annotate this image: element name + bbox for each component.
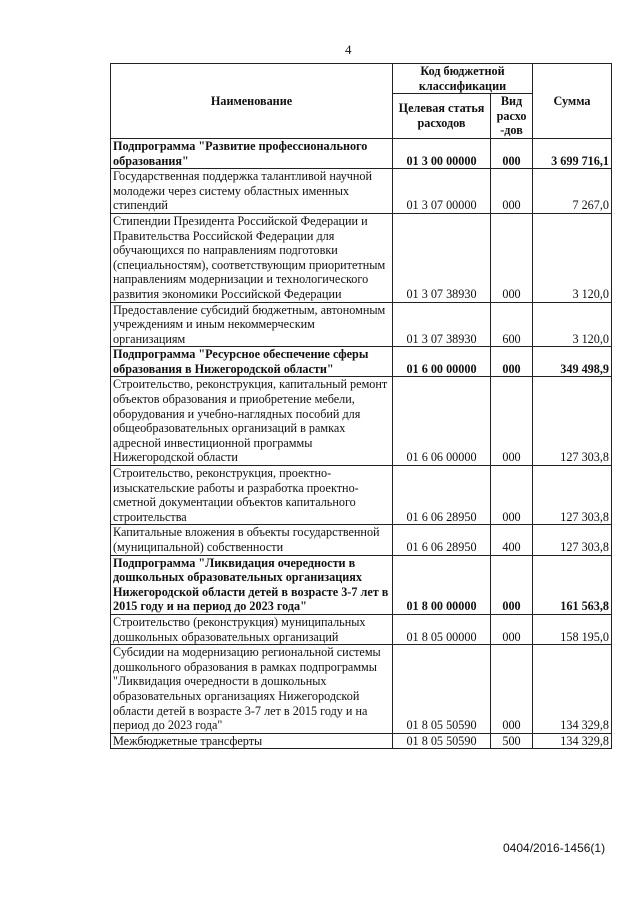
table-row	[111, 466, 612, 525]
row-code: 01 3 07 00000	[393, 169, 491, 214]
row-sum: 349 498,9	[533, 347, 612, 377]
row-code: 01 8 05 50590	[393, 733, 491, 749]
row-code: 01 6 06 00000	[393, 377, 491, 466]
header-sum: Сумма	[533, 64, 612, 139]
row-type: 000	[491, 169, 533, 214]
row-sum: 7 267,0	[533, 169, 612, 214]
document-code: 0404/2016-1456(1)	[503, 841, 606, 855]
subprogram-row	[111, 347, 612, 377]
row-sum: 161 563,8	[533, 555, 612, 614]
table-row	[111, 525, 612, 555]
row-code: 01 8 05 50590	[393, 645, 491, 734]
row-sum: 134 329,8	[533, 733, 612, 749]
row-sum: 127 303,8	[533, 466, 612, 525]
header-code-type: Вид расхо -дов	[491, 94, 533, 139]
subprogram-row	[111, 138, 612, 168]
table-row	[111, 169, 612, 214]
row-name: Строительство (реконструкция) муниципальных дошкольных образовательных организаций	[111, 614, 393, 644]
row-type: 500	[491, 733, 533, 749]
table-row	[111, 377, 612, 466]
row-code: 01 8 00 00000	[393, 555, 491, 614]
table-row	[111, 645, 612, 734]
row-name: Подпрограмма "Ресурсное обеспечение сферы образования в Нижегородской области"	[111, 347, 393, 377]
table-row	[111, 614, 612, 644]
row-sum: 3 120,0	[533, 213, 612, 302]
row-name: Подпрограмма "Развитие профессионального образования"	[111, 138, 393, 168]
row-code: 01 6 06 28950	[393, 525, 491, 555]
header-name: Наименование	[111, 64, 393, 139]
row-code: 01 8 05 00000	[393, 614, 491, 644]
row-type: 000	[491, 555, 533, 614]
header-code-target: Целевая статья расходов	[393, 94, 491, 139]
subprogram-row	[111, 555, 612, 614]
row-sum: 127 303,8	[533, 377, 612, 466]
row-name: Государственная поддержка талантливой научной молодежи через систему областных именных стипендий	[111, 169, 393, 214]
row-sum: 3 699 716,1	[533, 138, 612, 168]
row-sum: 158 195,0	[533, 614, 612, 644]
row-name: Субсидии на модернизацию региональной системы дошкольного образования в рамках подпрограммы "Ликвидация очередности в дошкольных образовательных организациях Нижегородской области детей в возрасте 3-7 лет в 2015 году и на период до 2023 года"	[111, 645, 393, 734]
row-type: 000	[491, 377, 533, 466]
row-code: 01 3 07 38930	[393, 302, 491, 347]
row-name: Подпрограмма "Ликвидация очередности в дошкольных образовательных организациях Нижегородской области детей в возрасте 3-7 лет в 2015 году и на период до 2023 года"	[111, 555, 393, 614]
row-sum: 3 120,0	[533, 302, 612, 347]
table-body	[111, 138, 612, 748]
row-name: Строительство, реконструкция, капитальный ремонт объектов образования и приобретение мебели, оборудования и учебно-наглядных пособий для общеобразовательных организаций в рамках адресной инвестиционной программы Нижегородской области	[111, 377, 393, 466]
row-type: 400	[491, 525, 533, 555]
row-type: 000	[491, 645, 533, 734]
row-name: Строительство, реконструкция, проектно-изыскательские работы и разработка проектно-сметной документации объектов капитального строительства	[111, 466, 393, 525]
row-code: 01 3 00 00000	[393, 138, 491, 168]
row-type: 000	[491, 466, 533, 525]
row-name: Межбюджетные трансферты	[111, 733, 393, 749]
row-type: 600	[491, 302, 533, 347]
table-row	[111, 733, 612, 749]
row-type: 000	[491, 138, 533, 168]
budget-table	[110, 63, 612, 749]
row-name: Капитальные вложения в объекты государственной (муниципальной) собственности	[111, 525, 393, 555]
row-code: 01 6 00 00000	[393, 347, 491, 377]
page-number: 4	[345, 42, 352, 57]
header-code-group: Код бюджетной классификации	[393, 64, 533, 94]
row-type: 000	[491, 213, 533, 302]
row-name: Предоставление субсидий бюджетным, автономным учреждениям и иным некоммерческим организациям	[111, 302, 393, 347]
row-type: 000	[491, 614, 533, 644]
row-type: 000	[491, 347, 533, 377]
table-row	[111, 302, 612, 347]
table-row	[111, 213, 612, 302]
row-sum: 134 329,8	[533, 645, 612, 734]
row-code: 01 6 06 28950	[393, 466, 491, 525]
row-sum: 127 303,8	[533, 525, 612, 555]
row-name: Стипендии Президента Российской Федерации и Правительства Российской Федерации для обучающихся по направлениям подготовки (специальностям), соответствующим приоритетным направлениям модернизации и технологического развития экономики Российской Федерации	[111, 213, 393, 302]
row-code: 01 3 07 38930	[393, 213, 491, 302]
